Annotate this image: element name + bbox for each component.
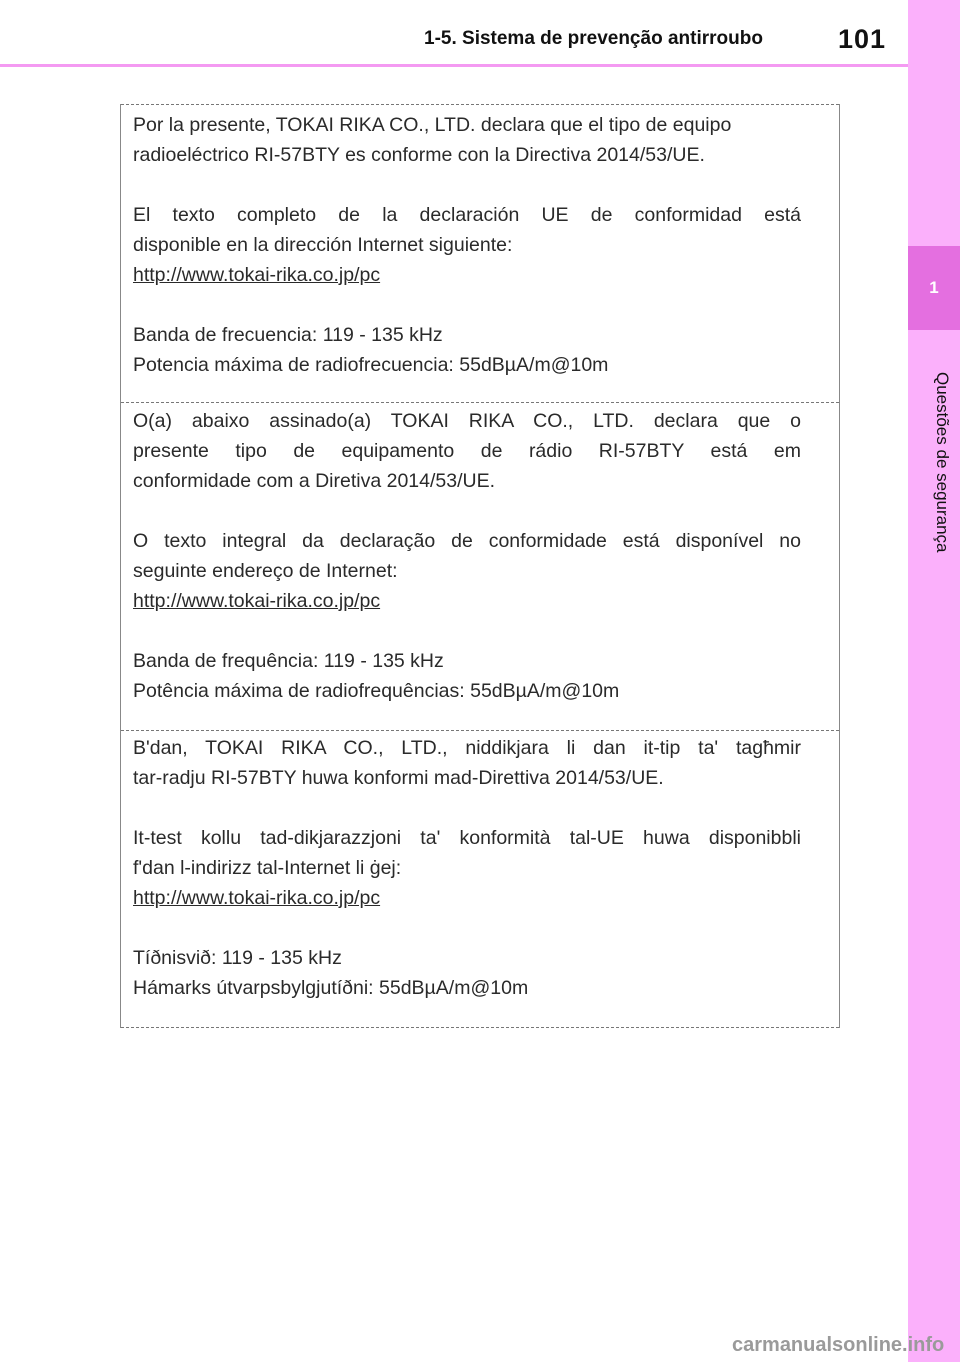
mt-line-1: B'dan, TOKAI RIKA CO., LTD., niddikjara li dan it-tip ta' tagħmir: [133, 737, 801, 759]
pt-line-4: O texto integral da declaração de conformidade está disponível no: [133, 530, 801, 552]
mt-line-2: tar-radju RI-57BTY huwa konformi mad-Direttiva 2014/53/UE.: [133, 767, 664, 789]
es-line-1: Por la presente, TOKAI RIKA CO., LTD. declara que el tipo de equipo: [133, 114, 732, 136]
es-frequency-band: Banda de frecuencia: 119 - 135 kHz: [133, 324, 443, 346]
pt-line-5: seguinte endereço de Internet:: [133, 560, 398, 582]
pt-line-1: O(a) abaixo assinado(a) TOKAI RIKA CO., LTD. declara que o: [133, 410, 801, 432]
mt-url-link[interactable]: http://www.tokai-rika.co.jp/pc: [133, 887, 381, 909]
chapter-tab[interactable]: [908, 246, 960, 330]
declaration-box: [120, 104, 840, 1028]
side-tab-strip: [908, 0, 960, 1362]
mt-frequency-band: Tíðnisvið: 119 - 135 kHz: [133, 947, 342, 969]
es-line-2: radioeléctrico RI-57BTY es conforme con la Directiva 2014/53/UE.: [133, 144, 705, 166]
divider-bottom: [121, 1027, 839, 1028]
divider-top: [121, 104, 839, 105]
page-header: [0, 0, 908, 66]
pt-line-2: presente tipo de equipamento de rádio RI-57BTY está em: [133, 440, 801, 462]
divider-1: [121, 402, 839, 403]
section-maltese: [133, 733, 801, 1003]
mt-line-4: f'dan l-indirizz tal-Internet li ġej:: [133, 857, 402, 879]
es-url-link[interactable]: http://www.tokai-rika.co.jp/pc: [133, 264, 381, 286]
chapter-number: 1: [929, 278, 939, 297]
pt-url-link[interactable]: http://www.tokai-rika.co.jp/pc: [133, 590, 381, 612]
mt-line-3: It-test kollu tad-dikjarazzjoni ta' konformità tal-UE huwa disponibbli: [133, 827, 801, 849]
pt-max-power: Potência máxima de radiofrequências: 55dBµA/m@10m: [133, 680, 620, 702]
section-title: 1-5. Sistema de prevenção antirroubo: [424, 28, 763, 49]
mt-max-power: Hámarks útvarpsbylgjutíðni: 55dBµA/m@10m: [133, 977, 529, 999]
pt-frequency-band: Banda de frequência: 119 - 135 kHz: [133, 650, 444, 672]
header-divider: [0, 64, 908, 67]
pt-line-3: conformidade com a Diretiva 2014/53/UE.: [133, 470, 496, 492]
section-spanish: [133, 110, 801, 380]
es-line-3: El texto completo de la declaración UE de conformidad está: [133, 204, 801, 226]
section-portuguese: [133, 406, 801, 706]
divider-2: [121, 730, 839, 731]
chapter-label: Questões de segurança: [933, 371, 952, 553]
es-max-power: Potencia máxima de radiofrecuencia: 55dBµA/m@10m: [133, 354, 609, 376]
es-line-4: disponible en la dirección Internet siguiente:: [133, 234, 513, 256]
watermark: carmanualsonline.info: [732, 1334, 945, 1356]
page-number: 101: [838, 24, 887, 54]
